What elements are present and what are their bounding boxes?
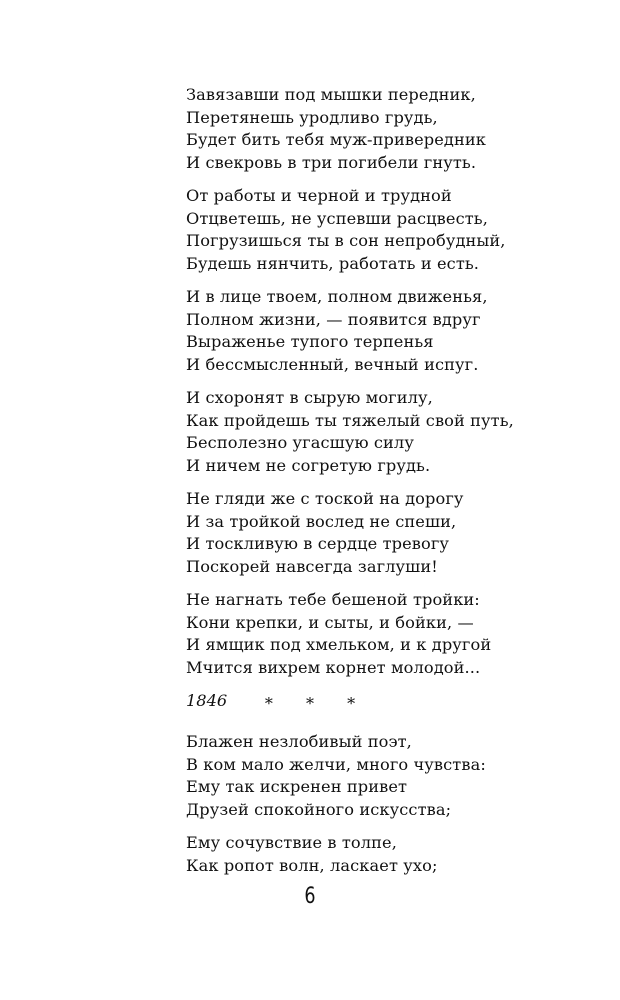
verse-line: Не нагнать тебе бешеной тройки: bbox=[186, 590, 480, 609]
verse-line: И ямщик под хмельком, и к другой bbox=[186, 635, 492, 654]
verse-line: В ком мало желчи, много чувства: bbox=[186, 754, 486, 774]
verse-line: Завязавши под мышки передник, bbox=[186, 85, 476, 104]
verse-line: Не гляди же с тоской на дорогу bbox=[186, 489, 464, 508]
stanza-6 bbox=[186, 589, 606, 679]
stanza-1 bbox=[186, 731, 606, 821]
verse-line: Мчится вихрем корнет молодой... bbox=[186, 657, 481, 677]
page-number: 6 bbox=[304, 884, 316, 909]
verse-line: И схоронят в сырую могилу, bbox=[186, 388, 433, 407]
stanza-3 bbox=[186, 286, 606, 376]
verse-line: И в лице твоем, полном движенья, bbox=[186, 287, 488, 306]
poem-date: 1846 bbox=[186, 691, 228, 710]
verse-line: Как ропот волн, ласкает ухо; bbox=[186, 855, 438, 875]
verse-line: И тоскливую в сердце тревогу bbox=[186, 534, 450, 553]
verse-line: И за тройкой вослед не спеши, bbox=[186, 511, 457, 531]
verse-line: Ему сочувствие в толпе, bbox=[186, 833, 397, 852]
verse-line: Бесполезно угасшую силу bbox=[186, 433, 414, 452]
stanza-1 bbox=[186, 84, 606, 174]
verse-line: И бессмысленный, вечный испуг. bbox=[186, 354, 479, 374]
poem-2 bbox=[186, 731, 606, 888]
verse-line: Перетянешь уродливо грудь, bbox=[186, 107, 438, 127]
verse-line: Полном жизни, — появится вдруг bbox=[186, 309, 481, 329]
verse-line: И свекровь в три погибели гнуть. bbox=[186, 152, 477, 172]
verse-line: Кони крепки, и сыты, и бойки, — bbox=[186, 612, 474, 632]
verse-line: Будет бить тебя муж-привередник bbox=[186, 130, 486, 149]
verse-line: Будешь нянчить, работать и есть. bbox=[186, 253, 480, 273]
verse-line: Отцветешь, не успевши расцвесть, bbox=[186, 208, 488, 228]
verse-line: Ему так искренен привет bbox=[186, 777, 408, 796]
stanza-2 bbox=[186, 185, 606, 275]
stanza-4 bbox=[186, 387, 606, 477]
verse-line: Погрузишься ты в сон непробудный, bbox=[186, 231, 506, 250]
verse-line: Выраженье тупого терпенья bbox=[186, 332, 434, 351]
poem-1 bbox=[186, 84, 606, 712]
stanza-2 bbox=[186, 832, 606, 877]
section-separator: * * * bbox=[264, 694, 370, 713]
verse-line: От работы и черной и трудной bbox=[186, 186, 452, 205]
stanza-5 bbox=[186, 488, 606, 578]
verse-line: Поскорей навсегда заглуши! bbox=[186, 556, 438, 576]
verse-line: И ничем не согретую грудь. bbox=[186, 455, 431, 475]
verse-line: Как пройдешь ты тяжелый свой путь, bbox=[186, 410, 514, 430]
verse-line: Блажен незлобивый поэт, bbox=[186, 732, 412, 751]
verse-line: Друзей спокойного искусства; bbox=[186, 799, 452, 819]
